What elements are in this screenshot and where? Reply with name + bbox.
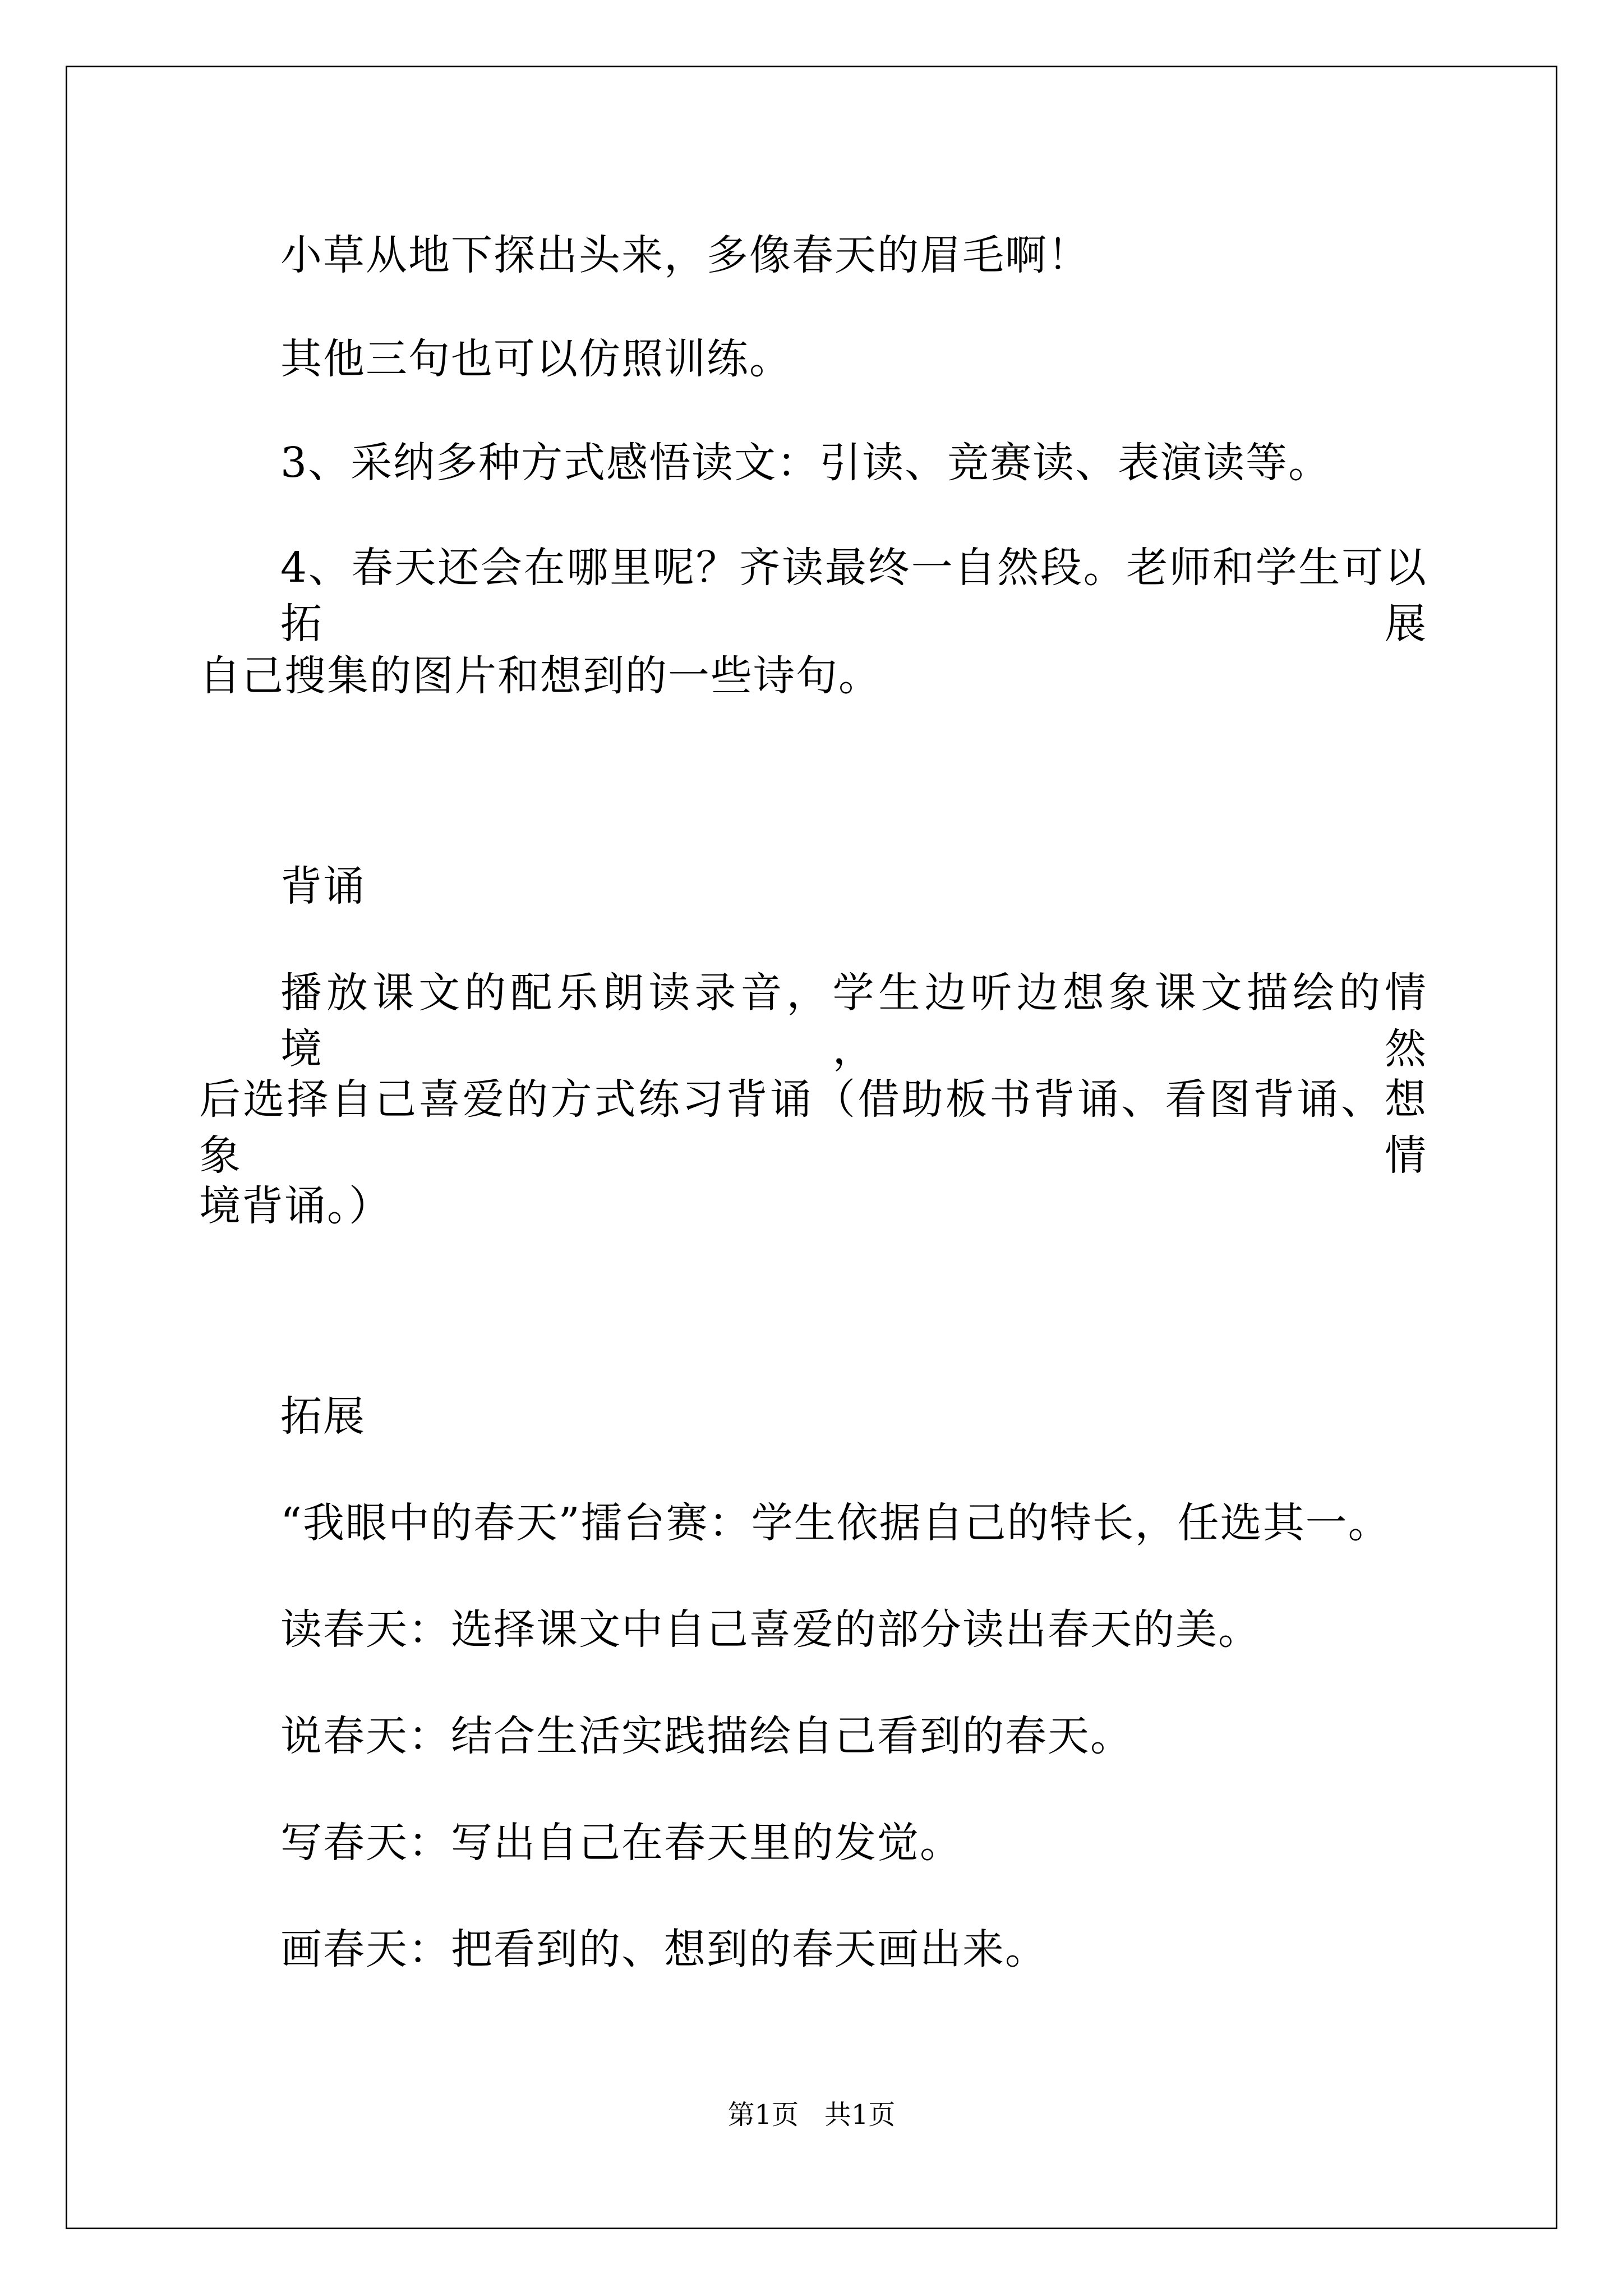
text-line-8: 后选择自己喜爱的方式练习背诵（借助板书背诵、看图背诵、想象情: [199, 1075, 1427, 1180]
page-number-footer: 第1页 共1页: [727, 2099, 896, 2131]
text-line-3: 3、采纳多种方式感悟读文：引读、竞赛读、表演读等。: [280, 439, 1331, 487]
section-heading-extend: 拓展: [280, 1392, 366, 1441]
text-line-9: 境背诵。）: [199, 1182, 391, 1230]
text-line-11: “我眼中的春天”擂台赛：学生依据自己的特长，任选其一。: [280, 1499, 1391, 1547]
text-line-1: 小草从地下探出头来，多像春天的眉毛啊！: [280, 231, 1090, 279]
text-line-14: 写春天：写出自己在春天里的发觉。: [280, 1819, 962, 1867]
text-line-4: 4、春天还会在哪里呢？齐读最终一自然段。老师和学生可以拓展: [280, 544, 1427, 648]
text-line-12: 读春天：选择课文中自己喜爱的部分读出春天的美。: [280, 1605, 1261, 1654]
text-line-5: 自己搜集的图片和想到的一些诗句。: [199, 652, 881, 700]
text-line-15: 画春天：把看到的、想到的春天画出来。: [280, 1925, 1048, 1973]
text-line-7: 播放课文的配乐朗读录音，学生边听边想象课文描绘的情境，然: [280, 969, 1427, 1073]
text-line-2: 其他三句也可以仿照训练。: [280, 335, 792, 383]
text-line-13: 说春天：结合生活实践描绘自己看到的春天。: [280, 1712, 1133, 1760]
section-heading-recite: 背诵: [280, 862, 366, 910]
